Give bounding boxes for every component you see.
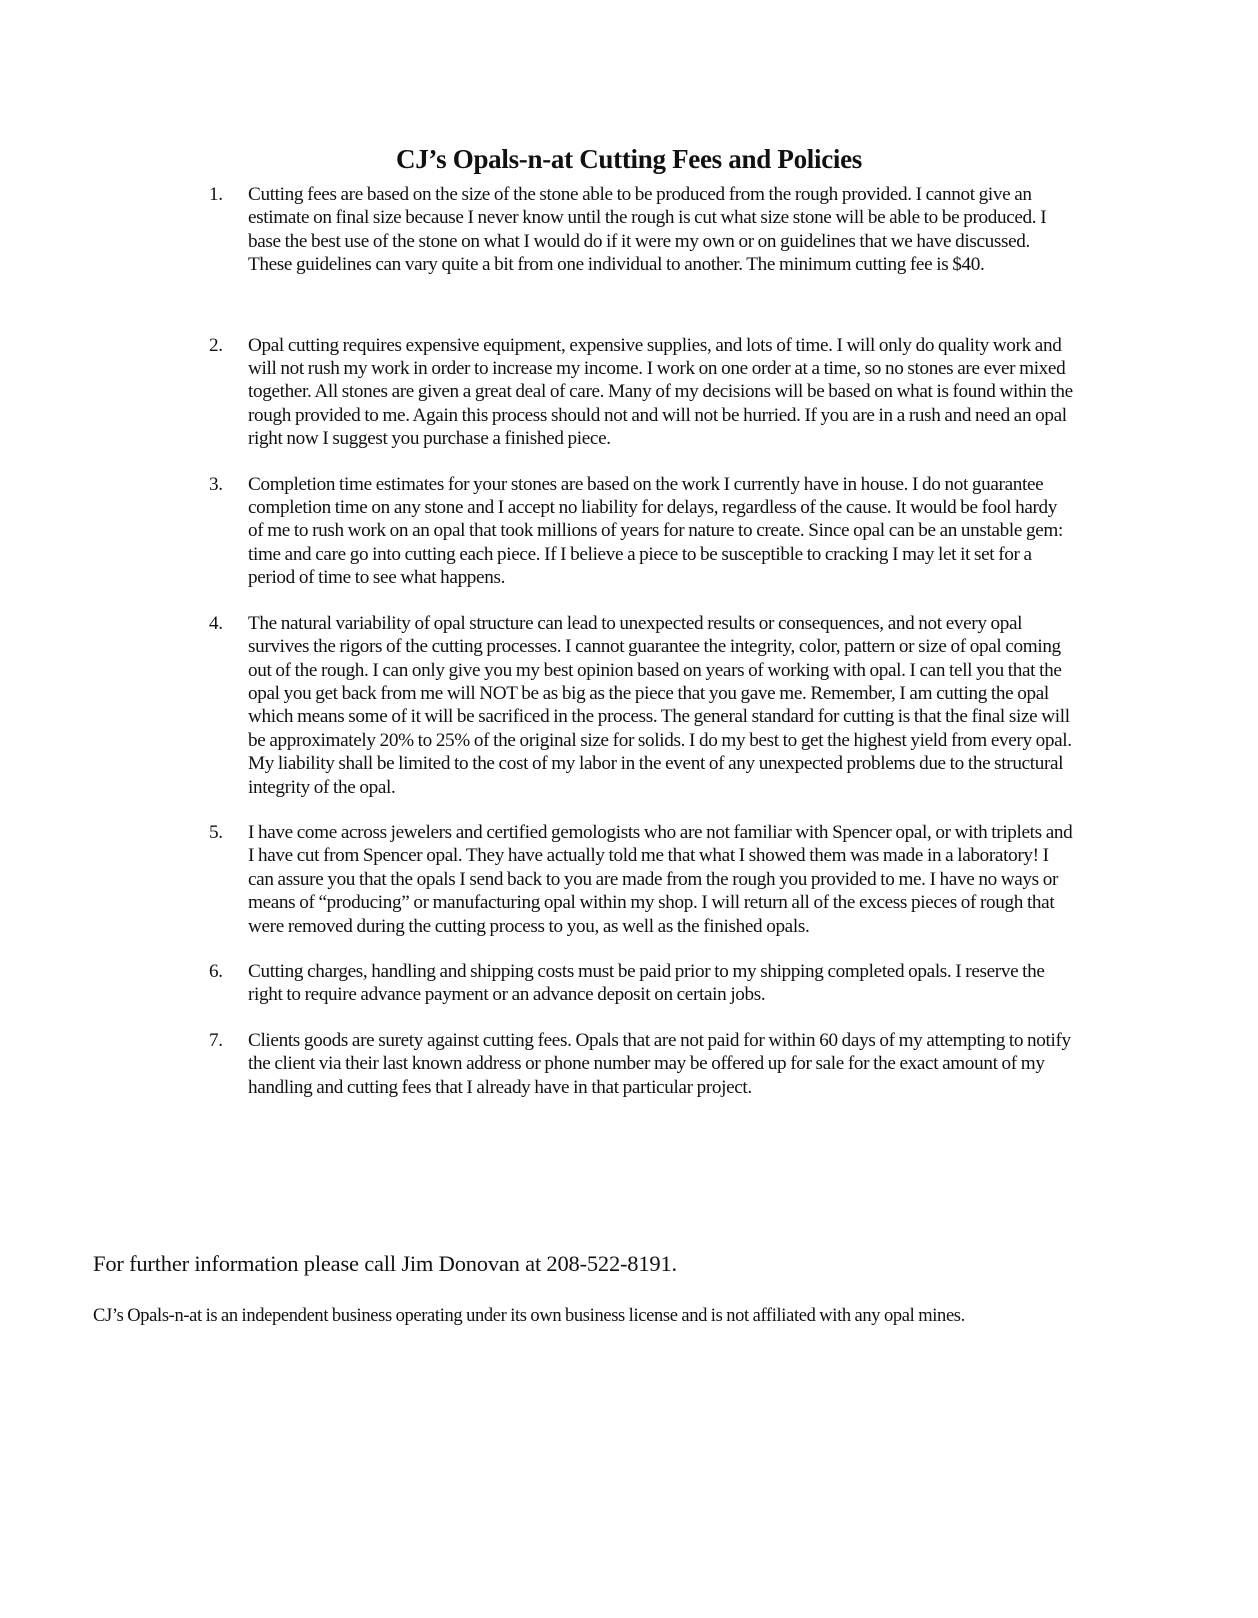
disclaimer: CJ’s Opals-n-at is an independent business operating under its own business license and is not affiliated with any opal mines.: [93, 1306, 965, 1326]
contact-line: For further information please call Jim Donovan at 208-522-8191.: [93, 1251, 677, 1276]
policy-number: 2.: [209, 334, 223, 356]
policy-text: Clients goods are surety against cutting fees. Opals that are not paid for within 60 days of my attempting to notify the client via their last known address or phone number may be offered up for sale for the exact amount of my handling and cutting fees that I already have in that particular project.: [248, 1029, 1071, 1098]
policy-number: 5.: [209, 821, 223, 843]
policy-item-2: [205, 334, 1075, 451]
policy-item-4: [205, 612, 1075, 799]
policy-text: Completion time estimates for your stones are based on the work I currently have in house. I do not guarantee completion time on any stone and I accept no liability for delays, regardless of the cause. It would be fool hardy of me to rush work on an opal that took millions of years for nature to create. Since opal can be an unstable gem: time and care go into cutting each piece. If I believe a piece to be susceptible to cracking I may let it set for a period of time to see what happens.: [248, 473, 1063, 589]
policy-item-5: [205, 821, 1075, 938]
policy-text: Opal cutting requires expensive equipment, expensive supplies, and lots of time. I will only do quality work and will not rush my work in order to increase my income. I work on one order at a time, so no stones are ever mixed together. All stones are given a great deal of care. Many of my decisions will be based on what is found within the rough provided to me. Again this process should not and will not be hurried. If you are in a rush and need an opal right now I suggest you purchase a finished piece.: [248, 334, 1073, 450]
policy-text: The natural variability of opal structure can lead to unexpected results or consequences, and not every opal survives the rigors of the cutting processes. I cannot guarantee the integrity, color, pattern or size of opal coming out of the rough. I can only give you my best opinion based on years of working with opal. I can tell you that the opal you get back from me will NOT be as big as the piece that you gave me. Remember, I am cutting the opal which means some of it will be sacrificed in the process. The general standard for cutting is that the final size will be approximately 20% to 25% of the original size for solids. I do my best to get the highest yield from every opal. My liability shall be limited to the cost of my labor in the event of any unexpected problems due to the structural integrity of the opal.: [248, 612, 1072, 798]
policy-number: 6.: [209, 960, 223, 982]
policy-item-3: [205, 473, 1075, 590]
policy-number: 3.: [209, 473, 223, 495]
policy-item-1: [205, 183, 1075, 277]
policy-number: 4.: [209, 612, 223, 634]
policy-text: Cutting charges, handling and shipping costs must be paid prior to my shipping completed opals. I reserve the right to require advance payment or an advance deposit on certain jobs.: [248, 960, 1045, 1006]
policy-number: 1.: [209, 184, 223, 205]
policy-text: I have come across jewelers and certified gemologists who are not familiar with Spencer opal, or with triplets and I have cut from Spencer opal. They have actually told me that what I showed them was made in a laboratory! I can assure you that the opals I send back to you are made from the rough you provided to me. I have no ways or means of “producing” or manufacturing opal within my shop. I will return all of the excess pieces of rough that were removed during the cutting process to you, as well as the finished opals.: [248, 821, 1073, 937]
policy-text: Cutting fees are based on the size of the stone able to be produced from the rough provided. I cannot give an estimate on final size because I never know until the rough is cut what size stone will be able to be produced. I base the best use of the stone on what I would do if it were my own or on guidelines that we have discussed. These guidelines can vary quite a bit from one individual to another. The minimum cutting fee is $40.: [248, 184, 1047, 276]
policy-item-6: [205, 960, 1075, 1007]
policy-item-7: [205, 1029, 1075, 1099]
policy-number: 7.: [209, 1029, 223, 1051]
document-title: CJ’s Opals-n-at Cutting Fees and Policies: [396, 144, 862, 175]
policy-list: [205, 183, 1075, 1099]
